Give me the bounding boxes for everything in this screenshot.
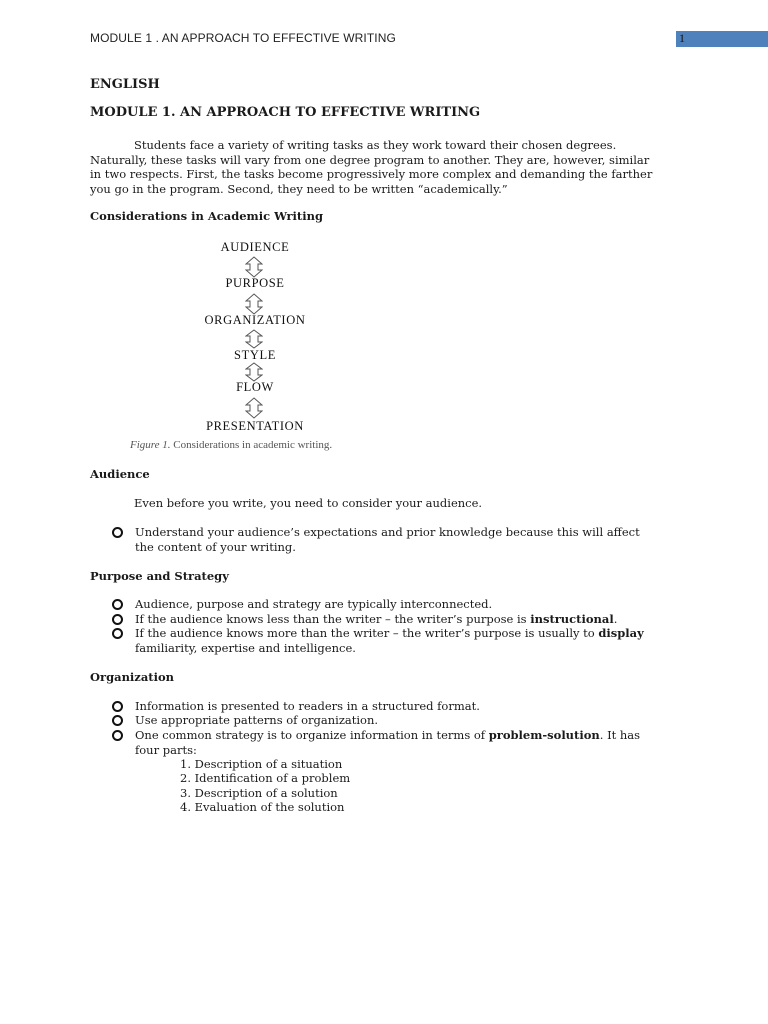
double-arrow-icon bbox=[245, 256, 263, 278]
figure-caption-text: Considerations in academic writing. bbox=[170, 439, 333, 451]
intro-line: in two respects. First, the tasks become progressively more complex and demanding the farther bbox=[90, 167, 653, 182]
numbered-item: 4. Evaluation of the solution bbox=[180, 800, 345, 814]
bullet-icon bbox=[112, 628, 123, 639]
figure-caption bbox=[130, 439, 332, 451]
double-arrow-icon bbox=[245, 293, 263, 315]
bold-term: instructional bbox=[530, 612, 614, 626]
bullet-text: Understand your audience’s expectations and prior knowledge because this will affect bbox=[135, 525, 640, 539]
bullet-text-part: If the audience knows more than the writer – the writer’s purpose is usually to bbox=[135, 626, 599, 640]
figure-label-style: STYLE bbox=[234, 348, 276, 362]
numbered-item: 3. Description of a solution bbox=[180, 786, 338, 800]
bullet-text: four parts: bbox=[135, 742, 197, 757]
page-number-box bbox=[676, 31, 768, 47]
bullet-icon bbox=[112, 730, 123, 741]
bullet-text: Information is presented to readers in a structured format. bbox=[135, 699, 480, 713]
audience-heading: Audience bbox=[90, 467, 150, 481]
considerations-heading: Considerations in Academic Writing bbox=[90, 209, 324, 223]
figure-label-purpose: PURPOSE bbox=[225, 276, 285, 290]
bullet-text-part: . bbox=[613, 612, 618, 626]
bullet-icon bbox=[112, 715, 123, 726]
intro-line: Students face a variety of writing tasks as they work toward their chosen degrees. bbox=[134, 138, 617, 152]
bullet-text bbox=[135, 626, 675, 641]
numbered-item: 2. Identification of a problem bbox=[180, 771, 351, 785]
figure-label-presentation: PRESENTATION bbox=[206, 419, 304, 433]
figure-caption-label: Figure 1. bbox=[130, 439, 171, 451]
module-title: MODULE 1. AN APPROACH TO EFFECTIVE WRITING bbox=[90, 105, 481, 120]
intro-paragraph bbox=[90, 138, 690, 196]
bullet-icon bbox=[112, 614, 123, 625]
bullet-text: familiarity, expertise and intelligence. bbox=[135, 640, 356, 655]
subject-heading: ENGLISH bbox=[90, 77, 160, 92]
double-arrow-icon bbox=[245, 397, 263, 419]
bullet-text bbox=[135, 728, 675, 743]
bullet-text bbox=[135, 612, 675, 627]
page-number: 1 bbox=[679, 31, 685, 45]
running-header: MODULE 1 . AN APPROACH TO EFFECTIVE WRITING bbox=[90, 31, 396, 45]
bullet-text-part: One common strategy is to organize information in terms of bbox=[135, 728, 489, 742]
intro-line: Naturally, these tasks will vary from one degree program to another. They are, however, similar bbox=[90, 152, 650, 167]
figure-label-organization: ORGANIZATION bbox=[204, 313, 306, 327]
bullet-text-part: If the audience knows less than the writer – the writer’s purpose is bbox=[135, 612, 531, 626]
double-arrow-icon bbox=[245, 329, 263, 349]
bullet-icon bbox=[112, 701, 123, 712]
organization-heading: Organization bbox=[90, 670, 174, 684]
bold-term: problem-solution bbox=[488, 728, 600, 742]
bullet-text: Audience, purpose and strategy are typically interconnected. bbox=[135, 597, 493, 611]
considerations-figure bbox=[120, 234, 400, 454]
numbered-item: 1. Description of a situation bbox=[180, 757, 343, 771]
figure-label-audience: AUDIENCE bbox=[220, 240, 290, 254]
bullet-text: the content of your writing. bbox=[135, 539, 296, 554]
double-arrow-icon bbox=[245, 362, 263, 382]
intro-line: you go in the program. Second, they need to be written “academically.” bbox=[90, 181, 508, 196]
bullet-icon bbox=[112, 527, 123, 538]
figure-label-flow: FLOW bbox=[236, 380, 274, 394]
bullet-text-part: . It has bbox=[599, 728, 641, 742]
audience-paragraph: Even before you write, you need to consider your audience. bbox=[134, 496, 483, 510]
bullet-icon bbox=[112, 599, 123, 610]
bullet-text: Use appropriate patterns of organization. bbox=[135, 713, 379, 727]
purpose-heading: Purpose and Strategy bbox=[90, 569, 229, 583]
bold-term: display bbox=[598, 626, 644, 640]
